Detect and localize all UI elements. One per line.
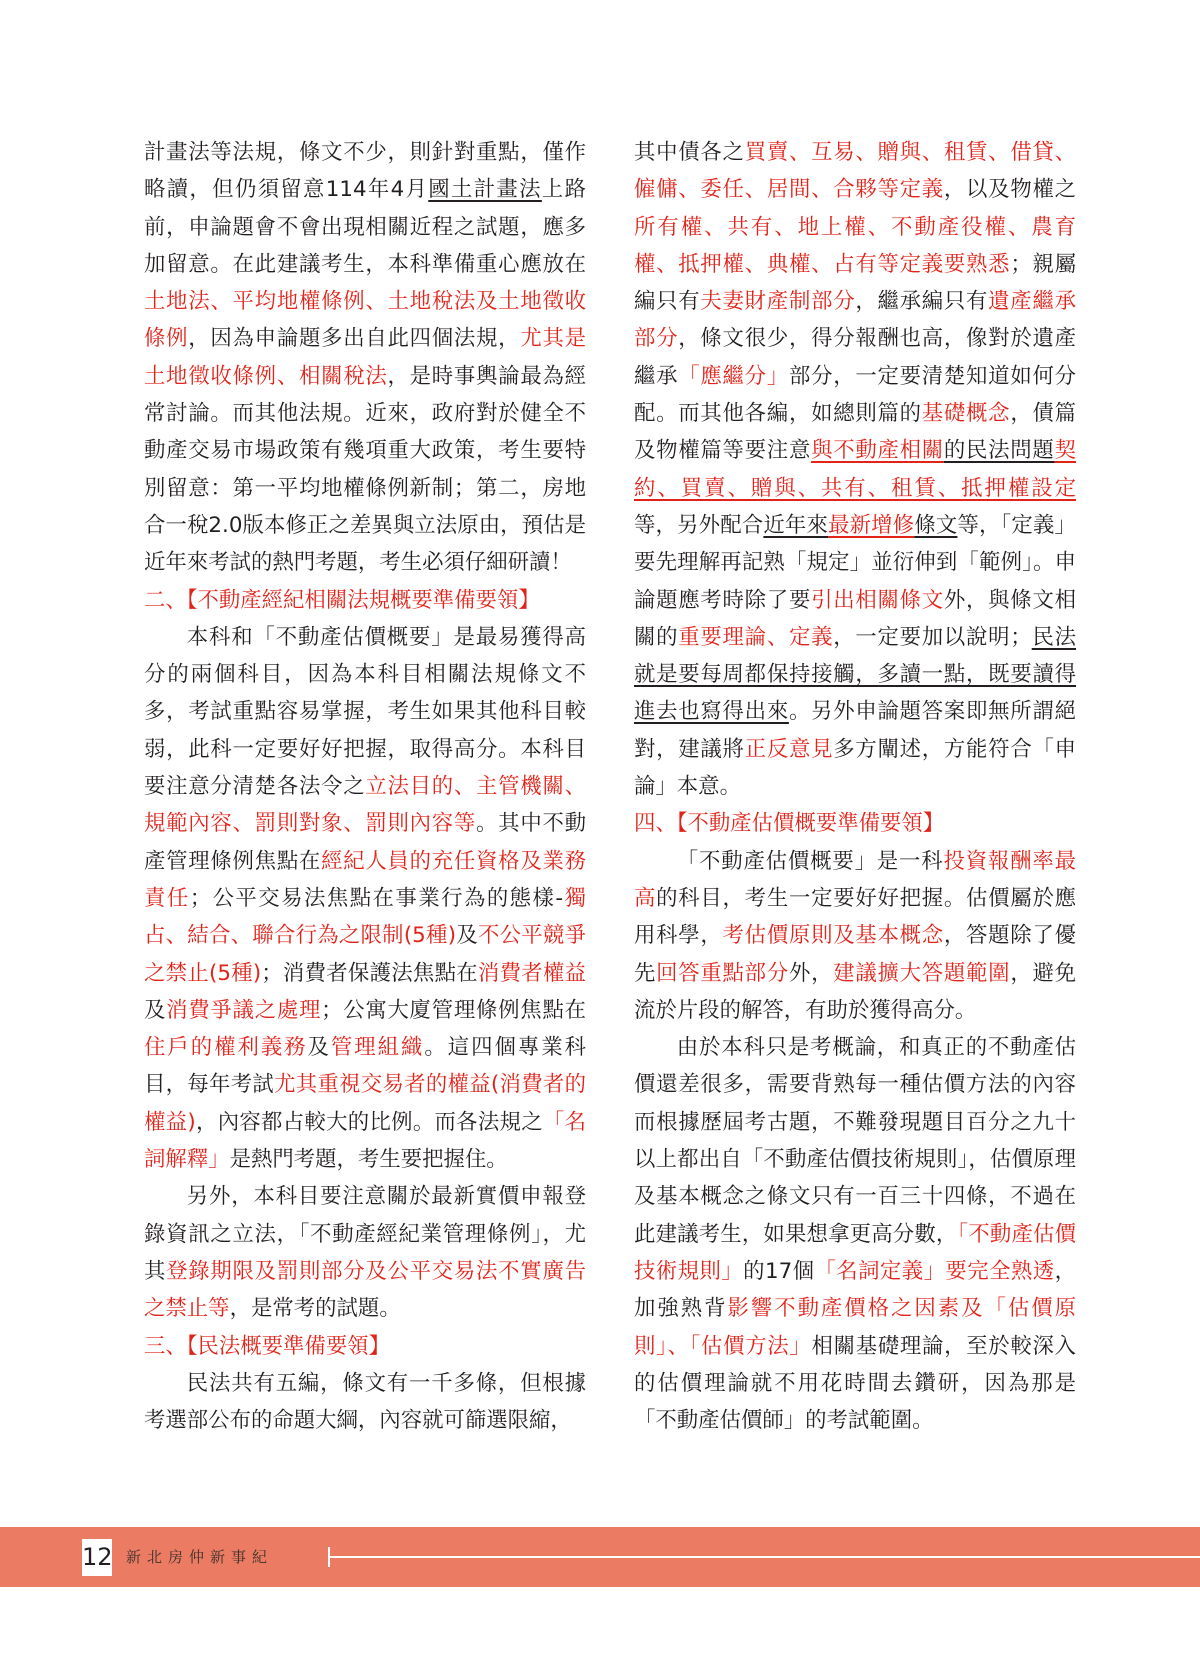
text-run: 的科目，考生一定要好好把握。估價屬於應用科學，	[634, 885, 1076, 949]
text-run: 由於本科只是考概論，和真正的不動產估價還差很多，需要背熟每一種估價方法的內容而根據歷屆考古題，不難發現題目百分之九十以上都出自「不動產估價技術規則」，估價原理及基本概念之條文只有一百三十四條，不過在此建議考生，如果想拿更高分數，	[634, 1035, 1076, 1247]
text-run: 其中債各之	[634, 140, 745, 165]
highlighted-text: 投資報酬率最高	[634, 848, 1076, 911]
text-run: 本科和「不動產估價概要」是最易獲得高分的兩個科目，因為本科目相關法規條文不多，考試重點容易掌握，考生如果其他科目較弱，此科一定要好好把握，取得高分。本科目要注意分清楚各法令之	[144, 624, 586, 800]
highlighted-text: 管理組織	[330, 1035, 425, 1061]
highlighted-text: 重要理論、定義	[678, 624, 834, 650]
highlighted-text: 不公平競爭之禁止(5種)	[144, 923, 586, 986]
highlighted-text: 建議擴大答題範圍	[833, 960, 1011, 986]
paragraph	[634, 1029, 1076, 1439]
text-run: 民法共有五編，條文有一千多條，但根據考選部公布的命題大綱，內容就可篩選限縮，	[144, 1370, 586, 1434]
text-run: 計畫法等法規，條文不少，則針對重點，僅作略讀，但仍須留意114年4月	[144, 140, 586, 203]
section-heading-2: 二、【不動產經紀相關法規概要準備要領】	[144, 587, 540, 613]
text-run: 等，「定義」要先理解再記熟「規定」並衍伸到「範例」。申論題應考時除了要	[634, 512, 1076, 613]
section-heading-3: 三、【民法概要準備要領】	[144, 1333, 390, 1359]
highlighted-text: 夫妻財產制部分	[700, 289, 856, 315]
highlighted-text: 正反意見	[744, 736, 834, 762]
highlighted-text: 最新增修	[828, 512, 915, 538]
text-run: ；公平交易法焦點在事業行為的態樣-	[189, 885, 564, 911]
highlighted-text: 立法目的、主管機關、規範內容、罰則對象、罰則內容等	[144, 774, 586, 837]
text-run: 相關基礎理論，至於較深入的估價理論就不用花時間去鑽研，因為那是「不動產估價師」的考試範圍。	[634, 1333, 1076, 1434]
highlighted-text: 經紀人員的充任資格及業務責任	[144, 848, 586, 911]
text-run: 外，與條文相關的	[634, 587, 1076, 650]
text-run: 的17個	[743, 1258, 815, 1284]
footer-rule	[330, 1556, 1200, 1558]
underlined-text: 條文	[914, 512, 958, 538]
text-run: 上路前，申論題會不會出現相關近程之試題，應多加留意。在此建議考生，本科準備重心應放在	[144, 177, 586, 277]
highlighted-text: 「名詞定義」要完全熟透	[814, 1258, 1055, 1284]
paragraph	[144, 134, 586, 582]
highlighted-text: 「應繼分」	[678, 363, 789, 389]
paragraph	[634, 843, 1076, 1029]
section-heading-4: 四、【不動產估價概要準備要領】	[634, 811, 945, 837]
highlighted-text: 土地法、平均地權條例、土地稅法及土地徵收條例	[144, 289, 586, 352]
highlighted-text: 考估價原則及基本概念	[722, 923, 944, 949]
text-run: ，債篇及物權篇等要注意	[634, 401, 1076, 464]
paragraph	[144, 1178, 586, 1327]
text-run: ；公寓大廈管理條例焦點在	[321, 997, 586, 1023]
highlighted-text: 消費爭議之處理	[166, 997, 322, 1023]
highlighted-text: 遺產繼承部分	[634, 289, 1076, 352]
text-run: 等，另外配合	[634, 512, 764, 538]
text-run: ，是常考的試題。	[229, 1296, 401, 1322]
magazine-title: 新北房仲新事紀	[126, 1548, 274, 1566]
paragraph	[634, 134, 1076, 805]
text-run: 多方闡述，方能符合「申論」本意。	[634, 736, 1076, 800]
text-run: ，一定要加以說明；	[833, 624, 1032, 650]
highlighted-text: 基礎概念	[921, 401, 1011, 427]
underlined-text: 國土計畫法	[428, 177, 542, 203]
text-run: 「不動產估價概要」是一科	[676, 848, 944, 874]
text-run: 及	[307, 1035, 331, 1061]
text-run: 。其中不動產管理條例焦點在	[144, 811, 586, 874]
text-run: ，以及物權之	[943, 177, 1076, 203]
highlighted-text: 登錄期限及罰則部分及公平交易法不實廣告之禁止等	[144, 1258, 586, 1322]
text-run: ，避免流於片段的解答，有助於獲得高分。	[634, 960, 1076, 1023]
text-run: ；親屬編只有	[634, 251, 1076, 315]
highlighted-text: 買賣、互易、贈與、租賃、借貸、僱傭、委任、居間、合夥等定義	[634, 140, 1076, 203]
page-footer	[0, 1527, 1200, 1587]
highlighted-text: 引出相關條文	[811, 587, 944, 613]
text-run: ；消費者保護法焦點在	[261, 960, 478, 986]
text-run: ，條文很少，得分報酬也高，像對於遺產繼承	[634, 326, 1076, 389]
left-column	[144, 134, 586, 1439]
highlighted-text: 獨占、結合、聯合行為之限制(5種)	[144, 885, 586, 949]
text-run: 及	[144, 997, 167, 1023]
highlighted-text: 「不動產估價技術規則」	[634, 1221, 1076, 1284]
text-run: 部分，一定要清楚知道如何分配。而其他各編，如總則篇的	[634, 363, 1076, 427]
text-run: ，答題除了優先	[634, 923, 1076, 986]
text-run: 是熱門考題，考生要把握住。	[229, 1147, 508, 1173]
text-run: ，加強熟背	[634, 1258, 1076, 1322]
text-run: ，是時事輿論最為經常討論。而其他法規。近來，政府對於健全不動產交易市場政策有幾項重大政策，考生要特別留意：第一平均地權條例新制；第二，房地合一稅2.0版本修正之差異與立法原由，預估是近年來考試的熱門考題，考生必須仔細研讀！	[144, 363, 586, 576]
highlighted-text: 影響不動產價格之因素及「估價原則」、「估價方法」	[634, 1296, 1076, 1359]
highlighted-text: 所有權、共有、地上權、不動產役權、農育權、抵押權、典權、占有等定義要熟悉	[634, 214, 1076, 277]
highlighted-text: 「名詞解釋」	[144, 1109, 586, 1173]
underlined-text: 民法就是要每周都保持接觸，多讀一點，既要讀得進去也寫得出來	[634, 624, 1076, 725]
highlighted-text: 尤其是土地徵收條例、相關稅法	[144, 326, 586, 389]
highlighted-text: 契約、買賣、贈與、共有、租賃、抵押權設定	[634, 438, 1076, 501]
text-run: 外，	[788, 960, 834, 986]
text-run: ，內容都占較大的比例。而各法規之	[195, 1109, 543, 1135]
text-run: 另外，本科目要注意關於最新實價申報登錄資訊之立法，「不動產經紀業管理條例」，尤其	[144, 1184, 586, 1284]
highlighted-text: 與不動產相關	[811, 438, 944, 464]
highlighted-text: 住戶的權利義務	[144, 1035, 308, 1061]
text-run: 及	[456, 923, 478, 949]
paragraph	[144, 1365, 586, 1440]
page-number: 12	[82, 1539, 112, 1576]
text-run: ，繼承編只有	[855, 289, 989, 315]
highlighted-text: 消費者權益	[477, 960, 586, 986]
underlined-text: 近年來	[763, 512, 829, 538]
paragraph	[144, 619, 586, 1178]
highlighted-text: 回答重點部分	[656, 960, 789, 986]
text-run: 。這四個專業科目，每年考試	[144, 1035, 586, 1098]
text-run: ，因為申論題多出自此四個法規，	[188, 326, 521, 352]
right-column	[634, 134, 1076, 1439]
text-run: 。另外申論題答案即無所謂絕對，建議將	[634, 699, 1076, 762]
underlined-text: 的民法問題	[943, 438, 1055, 464]
highlighted-text: 尤其重視交易者的權益(消費者的權益)	[144, 1072, 586, 1135]
